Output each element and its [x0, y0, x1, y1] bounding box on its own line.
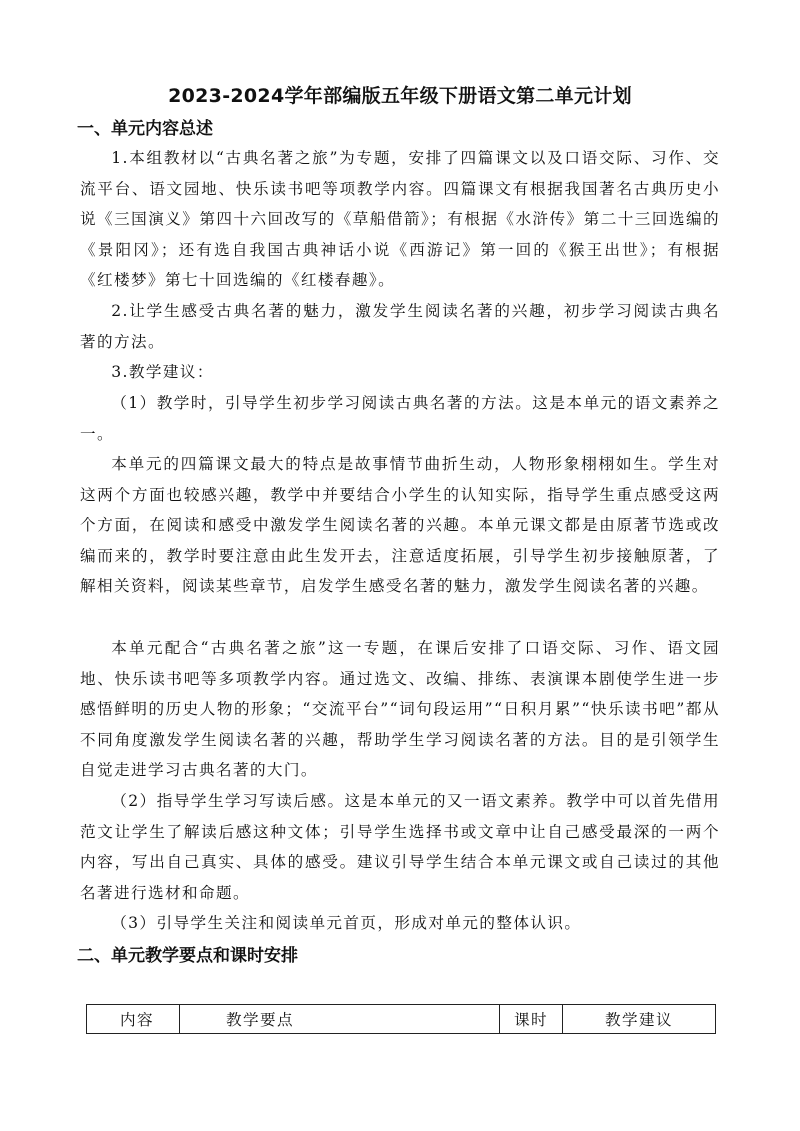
paragraph-7: （2）指导学生学习写读后感。这是本单元的又一语文素养。教学中可以首先借用范文让学生了解读后感这种文体；引导学生选择书或文章中让自己感受最深的一两个内容，写出自己真实、具体的感受。建议引导学生结合本单元课文或自己读过的其他名著进行选材和命题。: [80, 792, 720, 902]
table-header-teaching-points: 教学要点: [180, 1005, 500, 1033]
paragraph-8: （3）引导学生关注和阅读单元首页，形成对单元的整体认识。: [111, 914, 582, 932]
paragraph-1: 1.本组教材以“古典名著之旅”为专题，安排了四篇课文以及口语交际、习作、交流平台、语文园地、快乐读书吧等项教学内容。四篇课文有根据我国著名古典历史小说《三国演义》第四十六回改写的《草船借箭》；有根据《水浒传》第二十三回选编的《景阳冈》；还有选自我国古典神话小说《西游记》第一回的《猴王出世》；有根据《红楼梦》第七十回选编的《红楼春趣》。: [80, 149, 720, 290]
schedule-table-header-row: [86, 1004, 716, 1034]
paragraph-4: （1）教学时，引导学生初步学习阅读古典名著的方法。这是本单元的语文素养之一。: [80, 394, 720, 443]
paragraph-2: 2.让学生感受古典名著的魅力，激发学生阅读名著的兴趣，初步学习阅读古典名著的方法。: [80, 302, 720, 351]
table-header-class-hours: 课时: [500, 1005, 563, 1033]
paragraph-6: 本单元配合“古典名著之旅”这一专题，在课后安排了口语交际、习作、语文园地、快乐读书吧等多项教学内容。通过选文、改编、排练、表演课本剧使学生进一步感悟鲜明的历史人物的形象；“交流平台”“词句段运用”“日积月累”“快乐读书吧”都从不同角度激发学生阅读名著的兴趣，帮助学生学习阅读名著的方法。目的是引领学生自觉走进学习古典名著的大门。: [80, 639, 720, 780]
document-title: 2023-2024学年部编版五年级下册语文第二单元计划: [168, 85, 632, 107]
paragraph-5: 本单元的四篇课文最大的特点是故事情节曲折生动，人物形象栩栩如生。学生对这两个方面也较感兴趣，教学中并要结合小学生的认知实际，指导学生重点感受这两个方面，在阅读和感受中激发学生阅读名著的兴趣。本单元课文都是由原著节选或改编而来的，教学时要注意由此生发开去，注意适度拓展，引导学生初步接触原著，了解相关资料，阅读某些章节，启发学生感受名著的魅力，激发学生阅读名著的兴趣。: [80, 455, 720, 596]
table-header-teaching-suggestions: 教学建议: [605, 1011, 673, 1029]
section-heading-unit-overview: 一、单元内容总述: [77, 119, 213, 139]
section-heading-teaching-points: 二、单元教学要点和课时安排: [77, 946, 298, 966]
table-header-content: 内容: [87, 1005, 180, 1033]
paragraph-3: 3.教学建议：: [111, 363, 214, 381]
